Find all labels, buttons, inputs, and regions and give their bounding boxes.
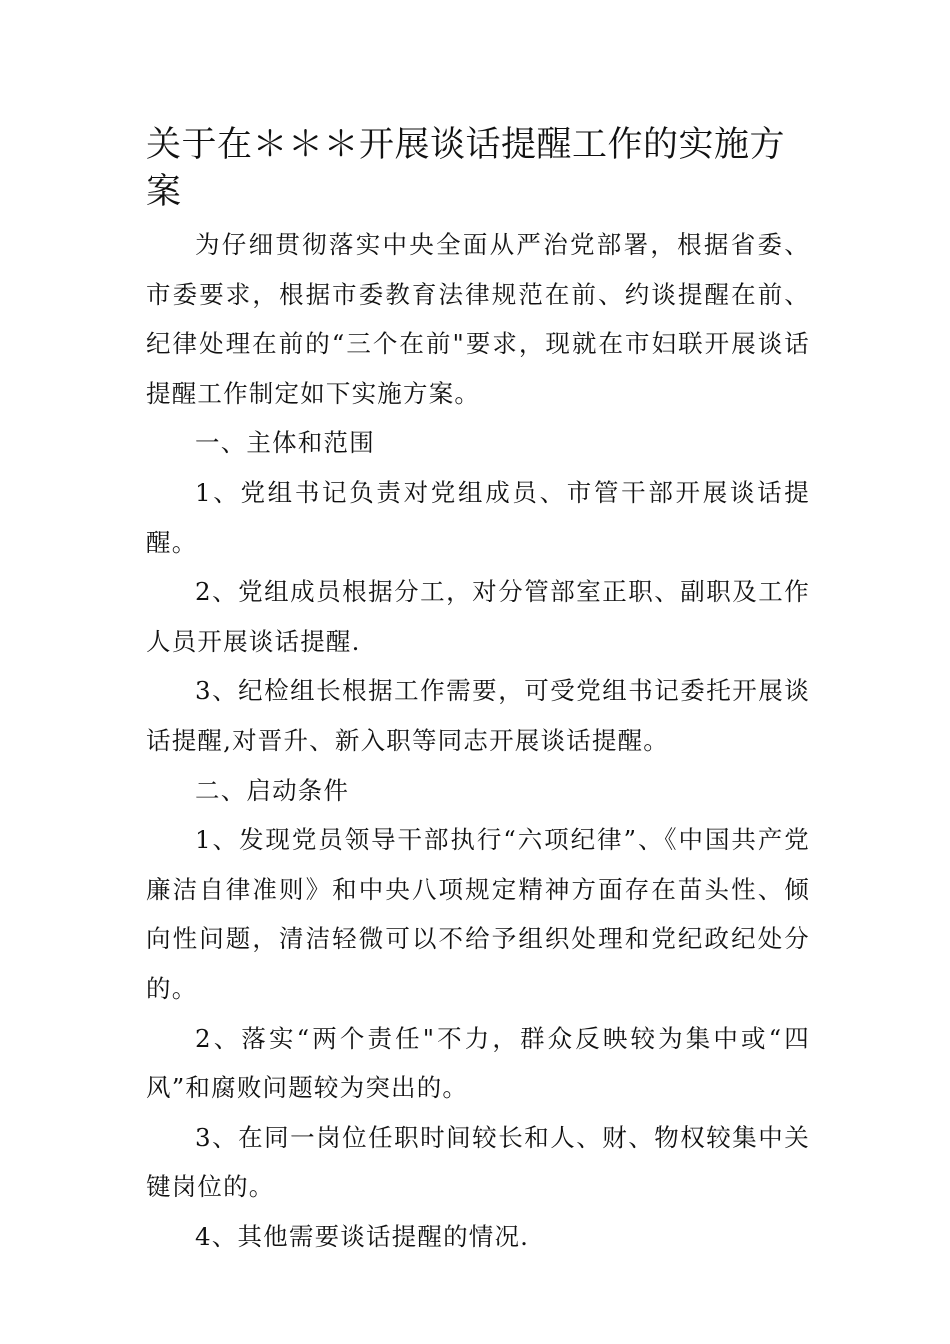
intro-paragraph: 为仔细贯彻落实中央全面从严治党部署，根据省委、市委要求，根据市委教育法律规范在前、约谈提醒在前、纪律处理在前的“三个在前"要求，现就在市妇联开展谈话提醒工作制定如下实施方案。 <box>146 230 810 408</box>
scope-item-1: 1、党组书记负责对党组成员、市管干部开展谈话提醒。 <box>146 477 810 557</box>
section-heading-conditions: 二、启动条件 <box>195 775 350 805</box>
condition-item-1: 1、发现党员领导干部执行“六项纪律”、《中国共产党廉洁自律准则》和中央八项规定精神方面存在苗头性、倾向性问题，清洁轻微可以不给予组织处理和党纪政纪处分的。 <box>146 825 810 1003</box>
section-heading-scope: 一、主体和范围 <box>195 428 375 458</box>
condition-item-4: 4、其他需要谈话提醒的情况. <box>195 1221 530 1251</box>
condition-item-3: 3、在同一岗位任职时间较长和人、财、物权较集中关键岗位的。 <box>146 1122 810 1202</box>
scope-item-2: 2、党组成员根据分工，对分管部室正职、副职及工作人员开展谈话提醒. <box>146 577 810 656</box>
condition-item-2: 2、落实“两个责任"不力，群众反映较为集中或“四风”和腐败问题较为突出的。 <box>146 1023 810 1103</box>
scope-item-3: 3、纪检组长根据工作需要，可受党组书记委托开展谈话提醒,对晋升、新入职等同志开展谈话提醒。 <box>146 676 810 755</box>
document-page <box>146 122 810 1261</box>
document-title: 关于在＊＊＊开展谈话提醒工作的实施方案 <box>146 125 786 212</box>
